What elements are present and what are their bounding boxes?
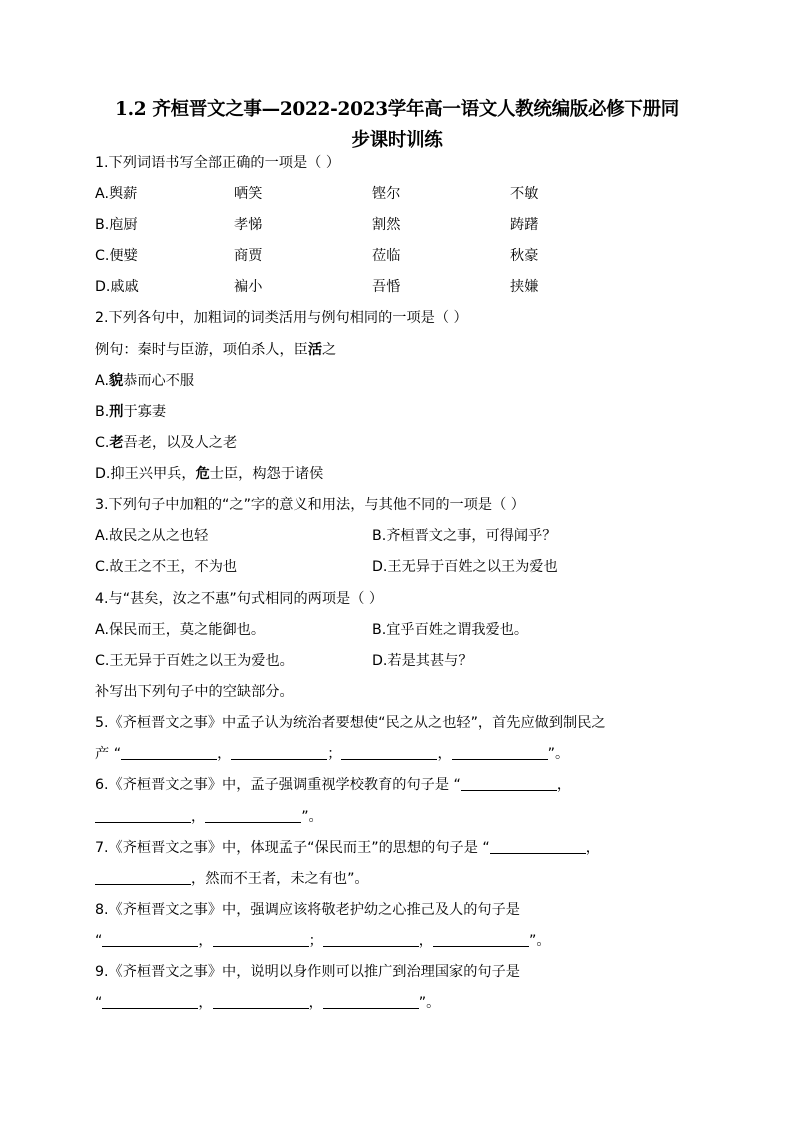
q3-stem: 3.下列句子中加粗的“之”字的意义和用法，与其他不同的一项是（ ）	[95, 497, 525, 513]
q9-text: “	[95, 995, 103, 1011]
q1-word: 挟嫌	[510, 279, 539, 295]
q4-option-b: B.宜乎百姓之谓我爱也。	[372, 622, 529, 638]
q2-option-c	[95, 431, 237, 455]
q1-option-b: B.庖厨	[95, 217, 138, 233]
q2-option-letter: C.	[95, 435, 110, 451]
q4-stem: 4.与“甚矣，汝之不惠”句式相同的两项是（ ）	[95, 591, 384, 607]
q6-line-2	[95, 805, 323, 829]
q5-text: ；	[327, 746, 342, 762]
q6-text: 6.《齐桓晋文之事》中，孟子强调重视学校教育的句子是 “	[95, 777, 461, 793]
document-title	[96, 94, 698, 156]
q1-option-c: C.便嬖	[95, 248, 138, 264]
q3-option-a: A.故民之从之也轻	[95, 528, 209, 544]
q7-line-2	[95, 867, 369, 891]
q1-option-row	[95, 182, 655, 206]
q9-text: ”。	[418, 995, 441, 1011]
answer-blank[interactable]	[461, 774, 557, 791]
q8-text: ，	[418, 933, 433, 949]
q1-word: 秋豪	[510, 248, 539, 264]
q2-option-letter: B.	[95, 404, 110, 420]
q5-line-1: 5.《齐桓晋文之事》中孟子认为统治者要想使“民之从之也轻”，首先应做到制民之	[95, 715, 606, 731]
q1-word: 褊小	[234, 279, 263, 295]
q9-line-1: 9.《齐桓晋文之事》中，说明以身作则可以推广到治理国家的句子是	[95, 964, 520, 980]
q4-option-c: C.王无异于百姓之以王为爱也。	[95, 653, 294, 669]
answer-blank[interactable]	[213, 930, 309, 947]
fill-in-heading: 补写出下列句子中的空缺部分。	[95, 684, 294, 700]
q4-option-a: A.保民而王，莫之能御也。	[95, 622, 266, 638]
answer-blank[interactable]	[102, 992, 198, 1009]
answer-blank[interactable]	[452, 743, 548, 760]
q1-word: 孝悌	[234, 217, 263, 233]
q2-example-bold: 活	[307, 342, 323, 358]
answer-blank[interactable]	[95, 868, 191, 885]
q2-option-bold: 危	[195, 466, 210, 482]
answer-blank[interactable]	[102, 930, 198, 947]
q8-line-2	[95, 929, 551, 953]
q1-option-row	[95, 275, 655, 299]
title-line-2: 步课时训练	[351, 130, 443, 151]
q8-text: ，	[198, 933, 213, 949]
answer-blank[interactable]	[231, 743, 327, 760]
q1-option-row	[95, 244, 655, 268]
q3-option-row	[95, 524, 655, 548]
q2-option-bold: 貌	[108, 373, 124, 389]
q1-word: 哂笑	[234, 186, 263, 202]
q5-text: ，	[437, 746, 452, 762]
q2-option-b	[95, 400, 166, 424]
q1-option-d: D.戚戚	[95, 279, 139, 295]
q9-text: ，	[308, 995, 323, 1011]
q2-option-text: 于寡妻	[123, 404, 167, 420]
q1-option-row	[95, 213, 655, 237]
q3-option-row	[95, 555, 655, 579]
q8-line-1: 8.《齐桓晋文之事》中，强调应该将敬老护幼之心推己及人的句子是	[95, 902, 520, 918]
q1-word: 莅临	[372, 248, 401, 264]
answer-blank[interactable]	[95, 806, 191, 823]
q7-text: ，	[585, 840, 600, 856]
q4-option-row	[95, 618, 655, 642]
q1-word: 割然	[372, 217, 401, 233]
q5-line-2	[95, 742, 569, 766]
q2-option-bold: 老	[109, 435, 124, 451]
q2-option-bold: 刑	[109, 404, 124, 420]
q4-option-row	[95, 649, 655, 673]
answer-blank[interactable]	[121, 743, 217, 760]
q2-option-text: 恭而心不服	[123, 373, 195, 389]
answer-blank[interactable]	[323, 992, 419, 1009]
q9-line-2	[95, 991, 440, 1015]
answer-blank[interactable]	[213, 992, 309, 1009]
answer-blank[interactable]	[323, 930, 419, 947]
answer-blank[interactable]	[490, 837, 586, 854]
q6-text: ，	[191, 809, 206, 825]
q7-text: 7.《齐桓晋文之事》中，体现孟子“保民而王”的思想的句子是 “	[95, 840, 490, 856]
answer-blank[interactable]	[341, 743, 437, 760]
q7-line-1	[95, 836, 600, 860]
q1-word: 不敏	[510, 186, 539, 202]
q5-text: ，	[217, 746, 232, 762]
q8-text: “	[95, 933, 103, 949]
q3-option-c: C.故王之不王，不为也	[95, 559, 238, 575]
q6-line-1	[95, 773, 571, 797]
q5-text: ”。	[547, 746, 570, 762]
q1-word: 踌躇	[510, 217, 539, 233]
answer-blank[interactable]	[205, 806, 301, 823]
q1-word: 吾惛	[372, 279, 401, 295]
title-line-1: 1.2 齐桓晋文之事—2022-2023学年高一语文人教统编版必修下册同	[115, 99, 679, 120]
q2-option-text: 士臣，构怨于诸侯	[209, 466, 324, 482]
q8-text: ；	[308, 933, 323, 949]
q3-option-b: B.齐桓晋文之事，可得闻乎？	[372, 528, 557, 544]
q2-option-a	[95, 369, 194, 393]
q4-option-d: D.若是其甚与？	[372, 653, 473, 669]
q2-option-text: 吾老，以及人之老	[123, 435, 238, 451]
q1-stem: 1.下列词语书写全部正确的一项是（ ）	[95, 155, 341, 171]
answer-blank[interactable]	[433, 930, 529, 947]
q3-option-d: D.王无异于百姓之以王为爱也	[372, 559, 558, 575]
q5-text: 产 “	[95, 746, 122, 762]
q2-stem: 2.下列各句中，加粗词的词类活用与例句相同的一项是（ ）	[95, 310, 468, 326]
q2-example-text: 之	[322, 342, 337, 358]
q1-word: 铿尔	[372, 186, 401, 202]
q6-text: ”。	[301, 809, 323, 825]
q8-text: ”。	[528, 933, 551, 949]
q2-option-text: D.抑王兴甲兵，	[95, 466, 196, 482]
q1-word: 商贾	[234, 248, 263, 264]
q7-text: ，然而不王者，未之有也”。	[191, 871, 369, 887]
q2-option-d	[95, 462, 323, 486]
q6-text: ，	[556, 777, 572, 793]
q9-text: ，	[198, 995, 213, 1011]
q1-option-a: A.舆薪	[95, 186, 138, 202]
q2-example	[95, 338, 336, 362]
q2-option-letter: A.	[95, 373, 109, 389]
q2-example-text: 例句：秦时与臣游，项伯杀人，臣	[95, 342, 308, 358]
